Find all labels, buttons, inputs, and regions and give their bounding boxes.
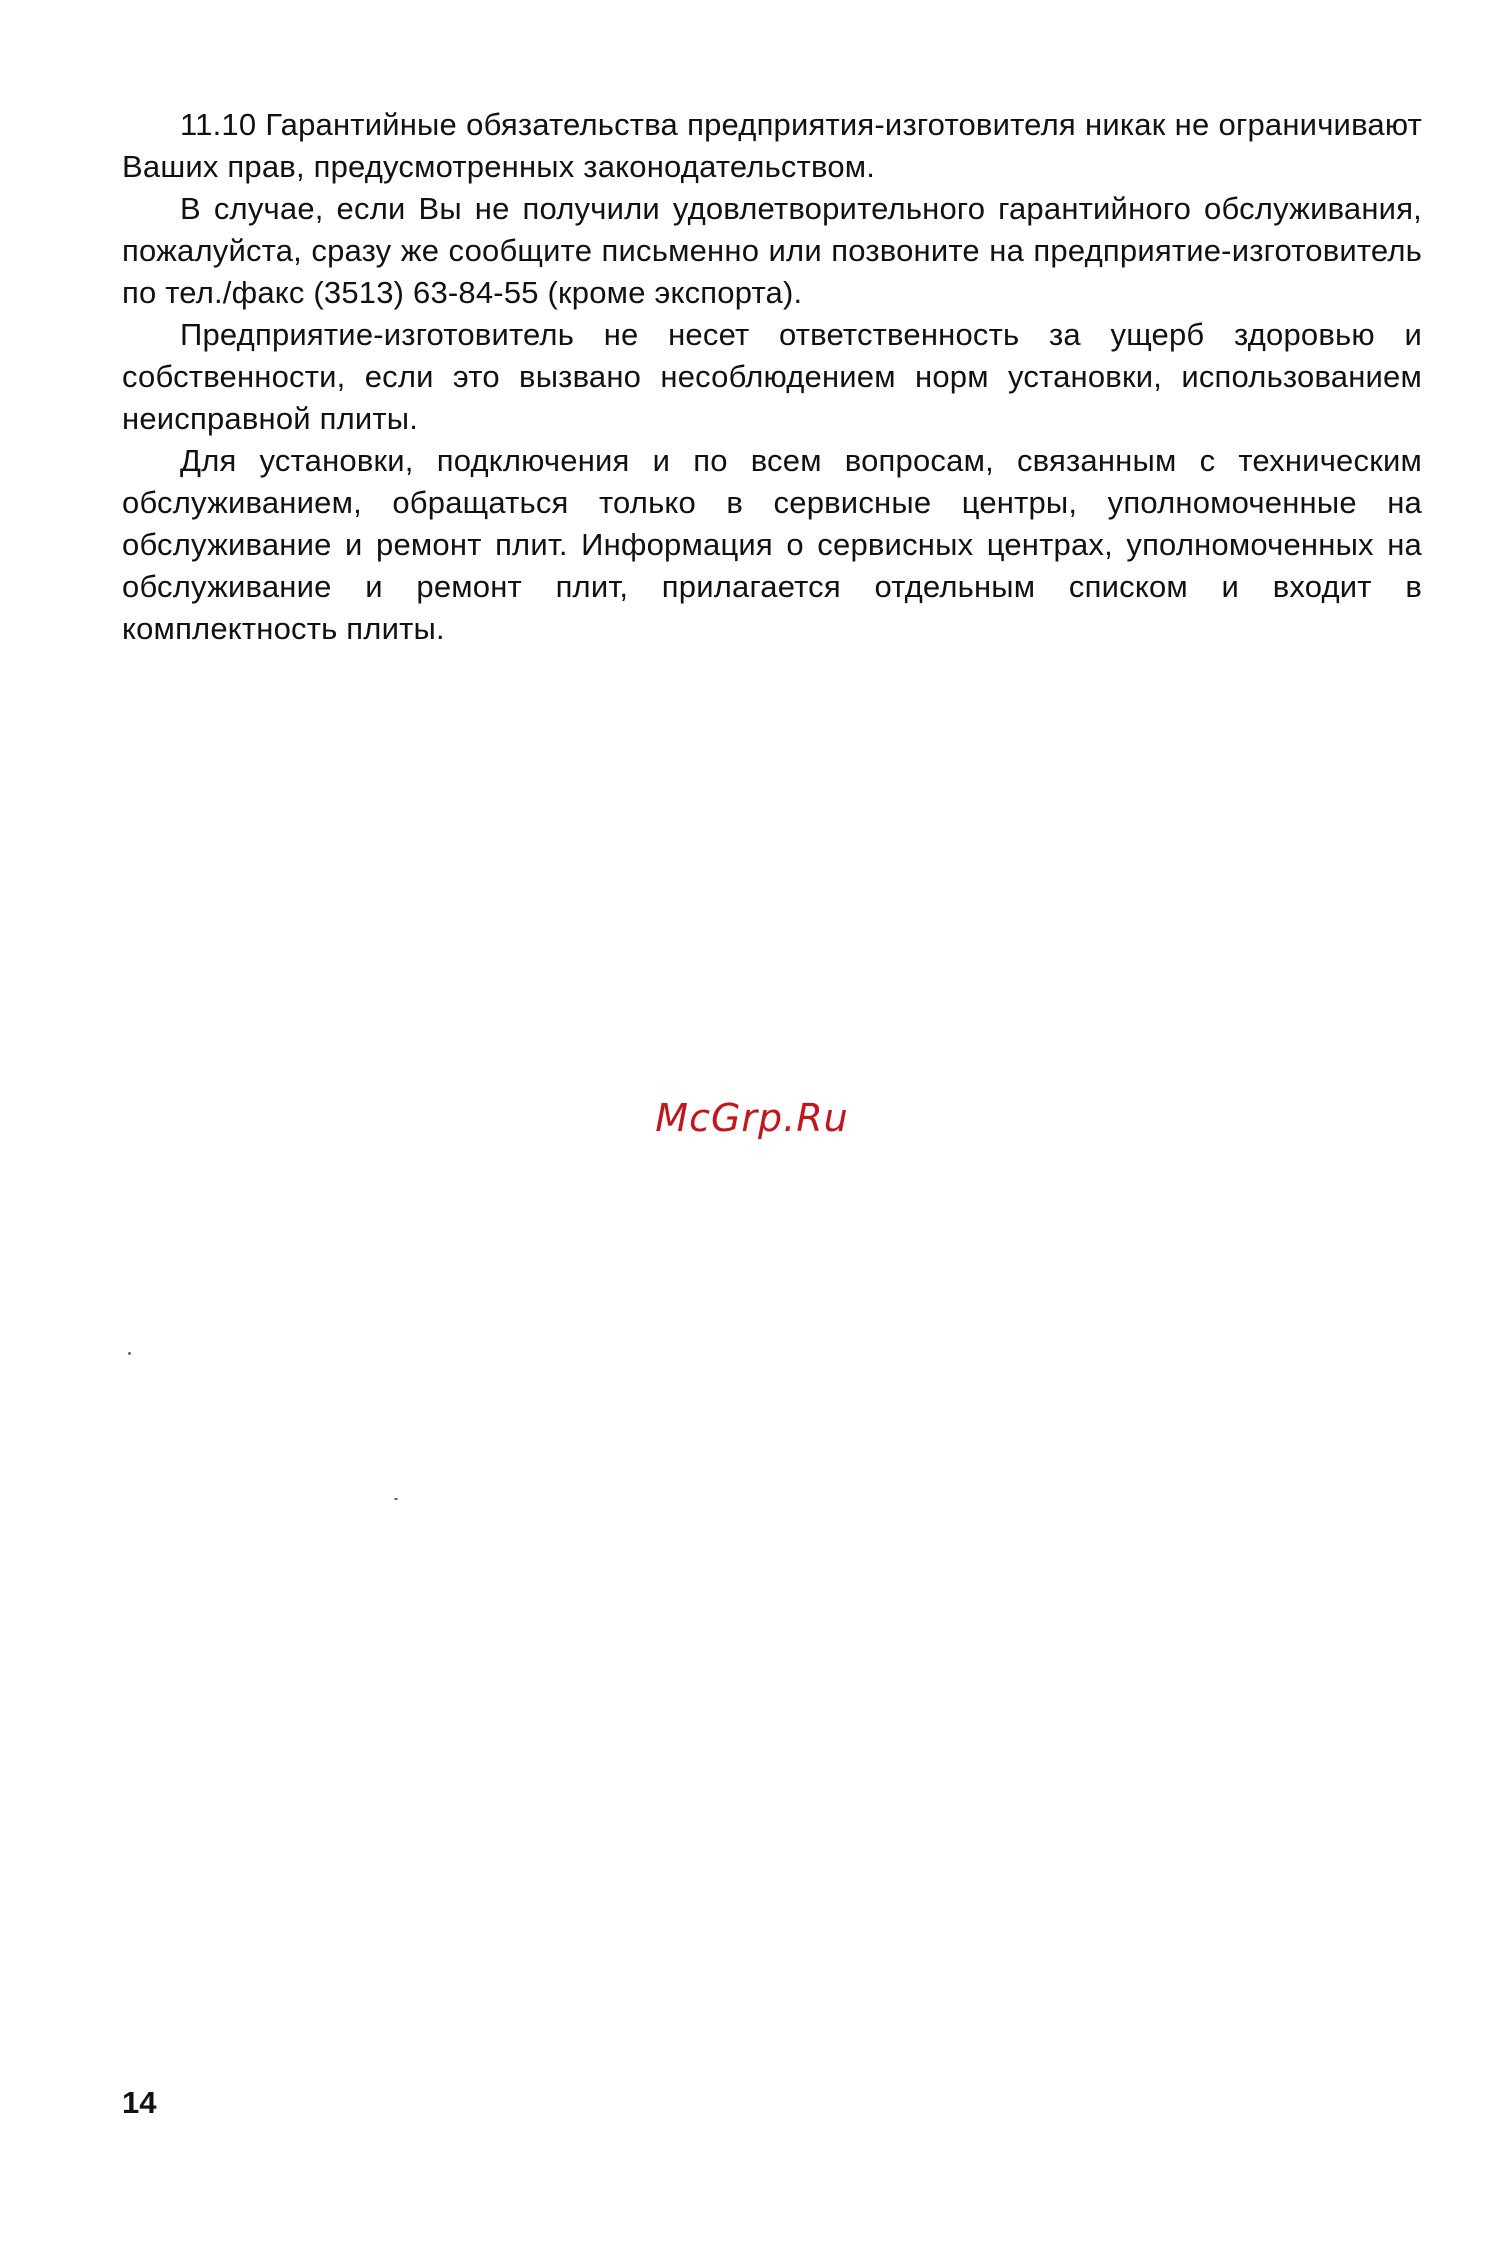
scan-speck xyxy=(128,1352,131,1355)
page-number: 14 xyxy=(122,2085,157,2120)
watermark-text: McGrp.Ru xyxy=(655,1096,849,1140)
paragraph-service-centers: Для установки, подключения и по всем вопросам, связанным с техническим обслуживанием, обращаться только в сервисные центры, уполномоченные на обслуживание и ремонт плит. Информация о сервисных центрах, уполномоченных на обслуживание и ремонт плит, прилагается отдельным списком и входит в комплектность плиты. xyxy=(122,443,1422,646)
paragraph-contact-manufacturer: В случае, если Вы не получили удовлетворительного гарантийного обслуживания, пожалуйста, сразу же сообщите письменно или позвоните на предприятие-изготовитель по тел./факс (3513) 63-84-55 (кроме экспорта). xyxy=(122,191,1422,310)
paragraph-warranty-rights: 11.10 Гарантийные обязательства предприятия-изготовителя никак не ограничивают Ваших прав, предусмотренных законодательством. xyxy=(122,107,1422,184)
scan-speck xyxy=(394,1498,398,1500)
body-text xyxy=(122,104,1422,650)
paragraph-liability: Предприятие-изготовитель не несет ответственность за ущерб здоровью и собственности, если это вызвано несоблюдением норм установки, использованием неисправной плиты. xyxy=(122,317,1422,436)
